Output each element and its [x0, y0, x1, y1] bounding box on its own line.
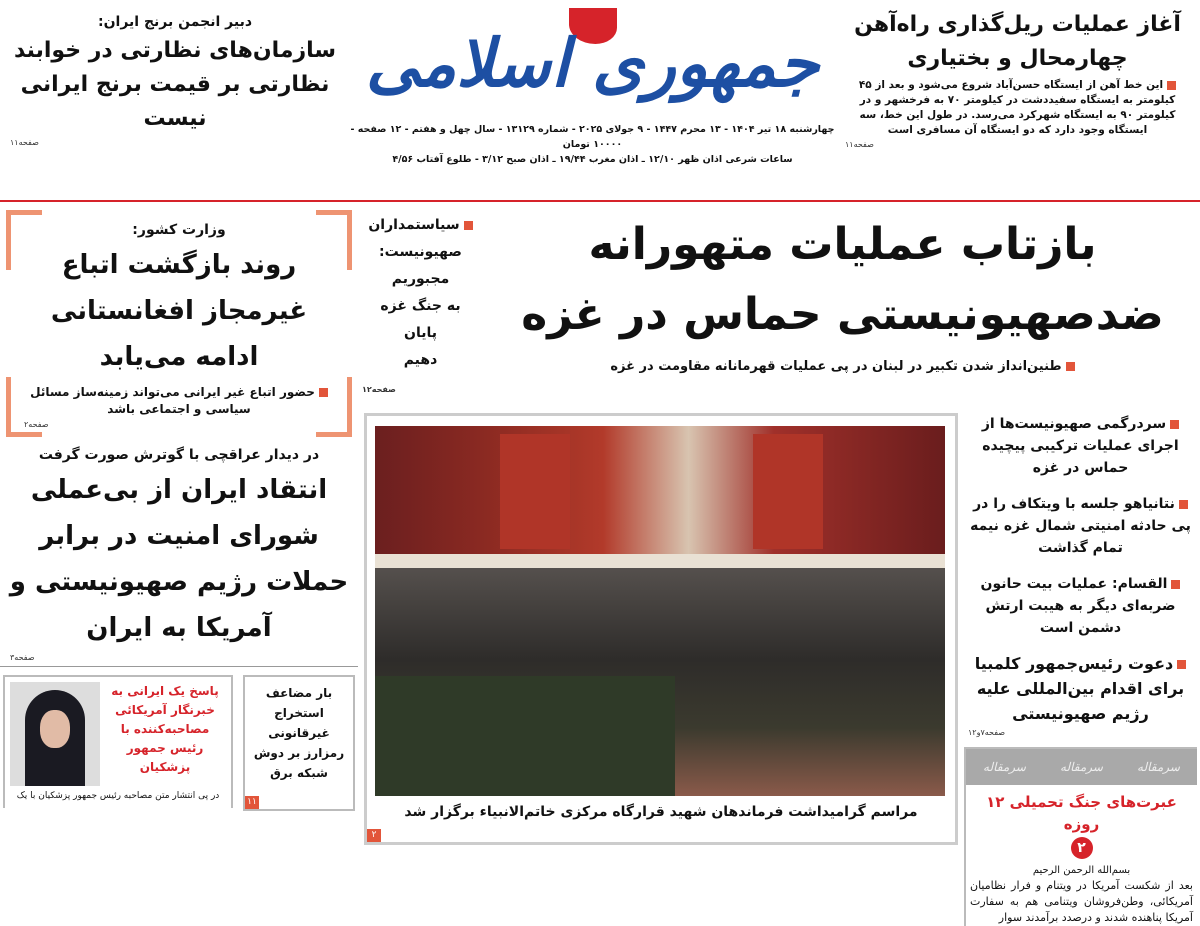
ceremony-photo: [375, 426, 945, 796]
kicker: دبیر انجمن برنج ایران:: [97, 14, 253, 30]
masthead-logo: [350, 8, 835, 200]
left-column: [0, 210, 358, 811]
main-headline-line-2: ضدصهیونیستی حماس در غزه: [521, 289, 1164, 340]
page-badge: ۱۱: [245, 796, 259, 809]
top-left-story: [0, 8, 350, 200]
page-ref: صفحه۷و۱۲: [968, 728, 1006, 737]
editorial-body: بعد از شکست آمریکا در ویتنام و فرار نظامیان آمریکائی، وطن‌فروشان ویتنامی هم به سفارت آمریکا پناهنده شدند و درصدد برآمدند سوار: [970, 879, 1193, 924]
line: به جنگ غزه: [380, 298, 461, 314]
item-text: سردرگمی صهیونیست‌ها از اجرای عملیات ترکیبی پیچیده حماس در غزه: [981, 416, 1179, 476]
bullet-icon: [1167, 81, 1176, 90]
main-subhead: [491, 358, 1194, 376]
editorial-banner: [966, 749, 1197, 785]
headline: بار مضاعف استخراج غیرقانونی رمزارز بر دوش شبکه برق: [253, 686, 345, 780]
page-ref: صفحه۱۱: [10, 138, 39, 147]
line: سیاستمداران: [368, 217, 460, 233]
bullet-icon: [464, 221, 473, 230]
right-column: [958, 413, 1200, 926]
summary-text: این خط آهن از ایستگاه حسن‌آباد شروع می‌شود و بعد از ۴۵ کیلومتر به ایستگاه سفیددشت در کیلومتر ۷۰ به فرخشهر و در کیلومتر ۹۰ به ایستگاه شهرکرد می‌رسد. در طول این خط، سه ایستگاه وجود دارد که دو ایستگاه آن مسافری است: [858, 79, 1176, 136]
front-page-body: [0, 210, 1200, 926]
editorial-number: ۲: [1071, 837, 1093, 859]
bullet-icon: [1066, 362, 1075, 371]
main-headline-line-1: بازتاب عملیات متهورانه: [588, 219, 1097, 270]
bismillah: بسم‌الله الرحمن الرحیم: [1032, 865, 1131, 876]
logo-text: جمهوری اسلامی: [365, 25, 820, 102]
list-item: [964, 413, 1197, 479]
item-text: نتانیاهو جلسه با ویتکاف را در پی حادثه امنیتی شمال غزه نیمه تمام گذاشت: [970, 496, 1191, 556]
portrait-photo: [10, 682, 100, 786]
bullet-text: [20, 384, 338, 418]
headline: روند بازگشت اتباع غیرمجاز افغانستانی ادامه می‌یابد: [50, 250, 308, 372]
summary: [841, 78, 1194, 138]
item-text: القسام: عملیات بیت حانون ضربه‌ای دیگر به هیبت ارتش دشمن است: [980, 576, 1176, 636]
date-line: چهارشنبه ۱۸ تیر ۱۴۰۴ - ۱۳ محرم ۱۴۴۷ - ۹ جولای ۲۰۲۵ - شماره ۱۳۱۲۹ - سال چهل و هفتم - ۱۲ صفحه - ۱۰۰۰۰ تومان: [350, 124, 835, 150]
prayer-times: ساعات شرعی اذان ظهر ۱۲/۱۰ ـ اذان مغرب ۱۹/۴۴ ـ اذان صبح ۳/۱۲ - طلوع آفتاب ۴/۵۶: [392, 154, 793, 165]
bullet-icon: [1170, 420, 1179, 429]
kicker: در دیدار عراقچی با گوترش صورت گرفت: [38, 447, 320, 463]
list-item: [964, 651, 1197, 726]
page-ref: صفحه۱۲: [362, 385, 396, 394]
editorial-box: [964, 747, 1197, 926]
page-ref: صفحه۳: [10, 653, 35, 662]
line: صهیونیست:: [379, 244, 462, 260]
page-badge: ۲: [367, 829, 381, 842]
headline: سازمان‌های نظارتی در خوابند نظارتی بر قیمت برنج ایرانی نیست: [13, 38, 337, 131]
line: پایان: [404, 325, 437, 341]
headline: پاسخ یک ایرانی به خبرنگار آمریکائی مصاحبه‌کننده با رئیس جمهور پزشکیان: [111, 684, 219, 774]
iran-story: [0, 447, 358, 664]
photo-box: [364, 413, 958, 845]
editorial-title: عبرت‌های جنگ تحمیلی ۱۲ روزه: [986, 793, 1177, 833]
banner-text: سرمقاله: [983, 760, 1026, 774]
photo-caption: مراسم گرامیداشت فرماندهان شهید قرارگاه مرکزی خاتم‌الانبیاء برگزار شد: [404, 804, 918, 820]
banner-text: سرمقاله: [1137, 760, 1180, 774]
electricity-box: [243, 675, 355, 811]
right-bullets: [964, 413, 1197, 726]
interior-box: [2, 210, 356, 437]
bullet-icon: [1179, 500, 1188, 509]
subhead-text: طنین‌انداز شدن تکبیر در لبنان در پی عملیات قهرمانانه مقاومت در غزه: [610, 359, 1062, 374]
bullet-line: حضور اتباع غیر ایرانی می‌تواند زمینه‌ساز مسائل سیاسی و اجتماعی باشد: [30, 385, 315, 416]
headline: آغاز عملیات ریل‌گذاری راه‌آهن چهارمحال و بختیاری: [854, 12, 1181, 71]
bullet-icon: [1171, 580, 1180, 589]
body: در پی انتشار متن مصاحبه رئیس جمهور پزشکیان با یک: [16, 791, 220, 801]
masthead: [0, 0, 1200, 200]
item-text: دعوت رئیس‌جمهور کلمبیا برای اقدام بین‌المللی علیه رژیم صهیونیستی: [974, 654, 1185, 723]
list-item: [964, 573, 1197, 639]
page-ref: صفحه۲: [24, 420, 49, 429]
headline: انتقاد ایران از بی‌عملی شورای امنیت در برابر حملات رژیم صهیونیستی و آمریکا به ایران: [9, 475, 349, 643]
banner-text: سرمقاله: [1060, 760, 1103, 774]
kicker: وزارت کشور:: [132, 222, 226, 238]
interview-box: [3, 675, 233, 808]
top-right-story: [835, 8, 1200, 200]
bullet-icon: [319, 388, 328, 397]
line: دهیم: [403, 352, 438, 368]
page-ref: صفحه۱۱: [845, 140, 874, 149]
line: مجبوریم: [391, 271, 450, 287]
list-item: [964, 493, 1197, 559]
header-rule: [0, 200, 1200, 202]
bullet-icon: [1177, 660, 1186, 669]
main-headline: [491, 210, 1194, 350]
right-area: [358, 210, 1200, 926]
divider: [0, 666, 358, 667]
side-column: [358, 210, 483, 405]
